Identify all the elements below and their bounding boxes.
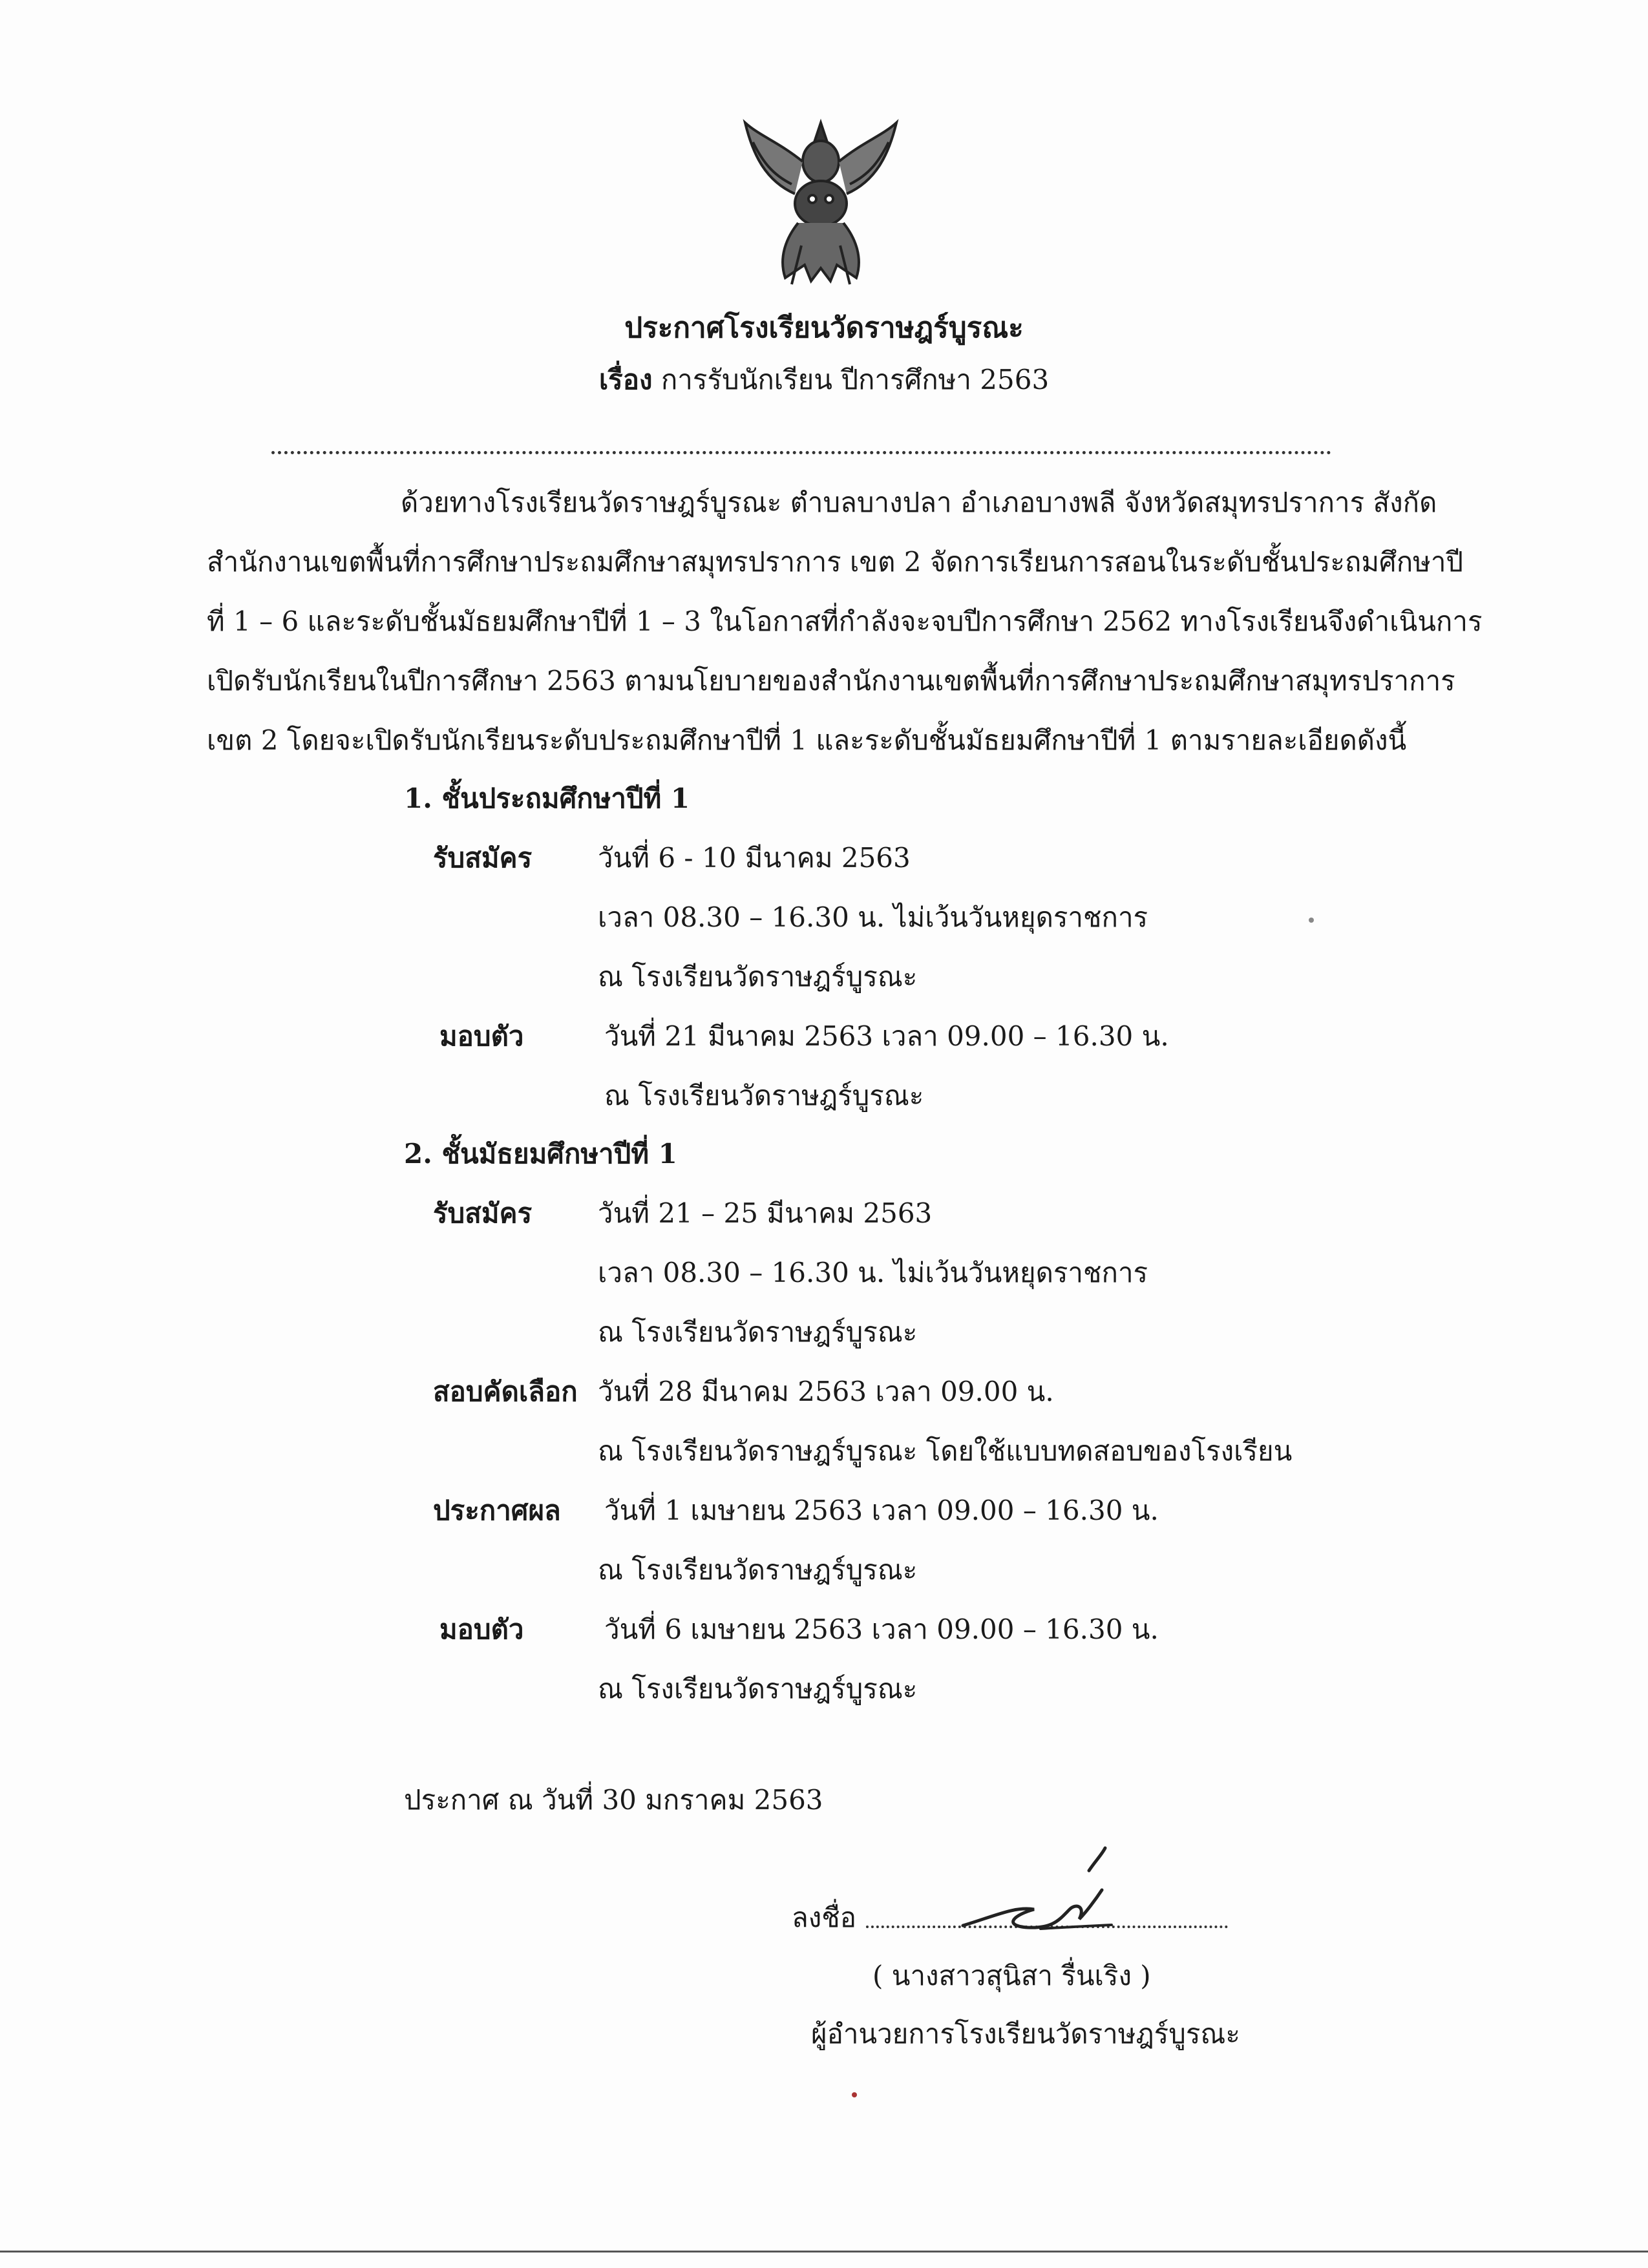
section2-report-label: มอบตัว [439, 1613, 524, 1645]
signer-name: ( นางสาวสุนิสา รื่นเริง ) [872, 1960, 1151, 1991]
section2-result-line-1: วันที่ 1 เมษายน 2563 เวลา 09.00 – 16.30 น. [604, 1495, 1159, 1526]
section2-register-label: รับสมัคร [433, 1197, 533, 1229]
intro-line-4: เปิดรับนักเรียนในปีการศึกษา 2563 ตามนโยบายของสำนักงานเขตพื้นที่การศึกษาประถมศึกษาสมุทรปราการ [207, 665, 1455, 697]
intro-line-2: สำนักงานเขตพื้นที่การศึกษาประถมศึกษาสมุทรปราการ เขต 2 จัดการเรียนการสอนในระดับชั้นประถมศึกษาปี [207, 546, 1464, 578]
section1-register-line-1: วันที่ 6 - 10 มีนาคม 2563 [598, 842, 911, 874]
scan-bottom-edge [0, 2251, 1648, 2252]
section2-result-line-2: ณ โรงเรียนวัดราษฎร์บูรณะ [598, 1554, 918, 1586]
subject-label: เรื่อง [598, 364, 653, 395]
section1-register-line-2: เวลา 08.30 – 16.30 น. ไม่เว้นวันหยุดราชการ [598, 901, 1148, 933]
section2-register-line-1: วันที่ 21 – 25 มีนาคม 2563 [598, 1197, 933, 1229]
announcement-title: ประกาศโรงเรียนวัดราษฎร์บูรณะ [624, 311, 1024, 344]
garuda-emblem-icon [740, 116, 902, 291]
intro-line-5: เขต 2 โดยจะเปิดรับนักเรียนระดับประถมศึกษาปีที่ 1 และระดับชั้นมัธยมศึกษาปีที่ 1 ตามรายละเอียดดังนี้ [207, 724, 1407, 756]
section1-register-label: รับสมัคร [433, 842, 533, 874]
section2-report-line-1: วันที่ 6 เมษายน 2563 เวลา 09.00 – 16.30 น. [604, 1613, 1159, 1645]
subject-line [0, 362, 1648, 398]
section1-report-line-2: ณ โรงเรียนวัดราษฎร์บูรณะ [604, 1080, 924, 1111]
sign-label: ลงชื่อ [792, 1902, 856, 1933]
intro-line-3: ที่ 1 – 6 และระดับชั้นมัธยมศึกษาปีที่ 1 – 3 ในโอกาสที่กำลังจะจบปีการศึกษา 2562 ทางโรงเรียนจึงดำเนินการ [207, 605, 1483, 637]
section1-heading: 1. ชั้นประถมศึกษาปีที่ 1 [404, 782, 690, 814]
subject-text: การรับนักเรียน ปีการศึกษา 2563 [660, 364, 1050, 395]
signature-icon [956, 1845, 1125, 1942]
announcement-date: ประกาศ ณ วันที่ 30 มกราคม 2563 [404, 1784, 823, 1816]
section1-register-line-3: ณ โรงเรียนวัดราษฎร์บูรณะ [598, 961, 918, 992]
section2-exam-line-1: วันที่ 28 มีนาคม 2563 เวลา 09.00 น. [598, 1376, 1054, 1407]
section2-register-line-3: ณ โรงเรียนวัดราษฎร์บูรณะ [598, 1316, 918, 1348]
section1-report-line-1: วันที่ 21 มีนาคม 2563 เวลา 09.00 – 16.30 น. [604, 1020, 1169, 1052]
title-divider [271, 451, 1331, 454]
section2-register-line-2: เวลา 08.30 – 16.30 น. ไม่เว้นวันหยุดราชการ [598, 1257, 1148, 1288]
section2-result-label: ประกาศผล [433, 1495, 561, 1526]
section2-exam-label: สอบคัดเลือก [433, 1376, 578, 1407]
section1-report-label: มอบตัว [439, 1020, 524, 1052]
section2-exam-line-2: ณ โรงเรียนวัดราษฎร์บูรณะ โดยใช้แบบทดสอบของโรงเรียน [598, 1435, 1293, 1467]
intro-line-1: ด้วยทางโรงเรียนวัดราษฎร์บูรณะ ตำบลบางปลา อำเภอบางพลี จังหวัดสมุทรปราการ สังกัด [401, 487, 1437, 518]
scan-speck [852, 2092, 857, 2097]
scan-speck [1309, 918, 1314, 923]
signer-position: ผู้อำนวยการโรงเรียนวัดราษฎร์บูรณะ [811, 2018, 1240, 2050]
section2-heading: 2. ชั้นมัธยมศึกษาปีที่ 1 [404, 1138, 677, 1170]
section2-report-line-2: ณ โรงเรียนวัดราษฎร์บูรณะ [598, 1673, 918, 1705]
